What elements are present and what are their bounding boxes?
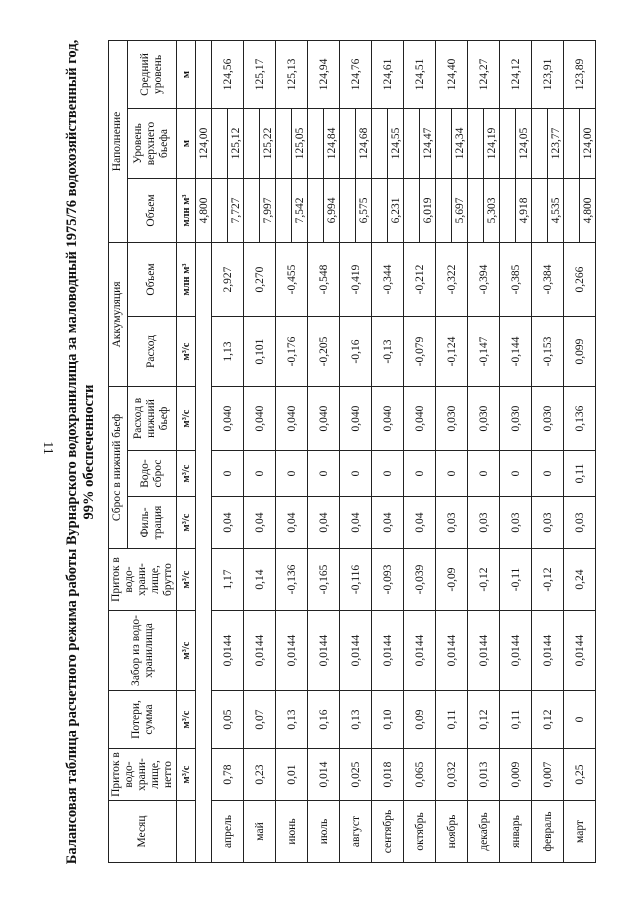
volume-cell: 5,303 xyxy=(484,178,500,242)
spillway-cell: 0 xyxy=(340,451,372,497)
header-fill-volume: Объем xyxy=(127,178,176,242)
acc-volume-cell: -0,548 xyxy=(308,242,340,316)
withdrawal-cell: 0,0144 xyxy=(212,611,244,691)
empty-cell xyxy=(276,178,292,242)
acc-volume-cell: -0,455 xyxy=(276,242,308,316)
losses-cell: 0,12 xyxy=(468,691,500,749)
inflow-net-cell: 0,01 xyxy=(276,749,308,801)
losses-cell: 0 xyxy=(564,691,596,749)
downstream-cell: 0,030 xyxy=(468,387,500,451)
inflow-net-cell: 0,014 xyxy=(308,749,340,801)
mean-level-cell: 124,56 xyxy=(212,40,244,108)
empty-cell xyxy=(308,108,324,178)
empty-cell xyxy=(500,178,516,242)
inflow-net-cell: 0,025 xyxy=(340,749,372,801)
inflow-gross-cell: -0,12 xyxy=(468,549,500,611)
losses-cell: 0,09 xyxy=(404,691,436,749)
withdrawal-cell: 0,0144 xyxy=(468,611,500,691)
filtration-cell: 0,04 xyxy=(404,497,436,549)
header-filling-group: Наполнение xyxy=(109,40,128,242)
empty-cell xyxy=(372,178,388,242)
level-cell: 125,22 xyxy=(260,108,276,178)
empty-cell xyxy=(564,108,580,178)
losses-cell: 0,10 xyxy=(372,691,404,749)
acc-volume-cell: -0,322 xyxy=(436,242,468,316)
withdrawal-cell: 0,0144 xyxy=(532,611,564,691)
level-cell: 125,12 xyxy=(228,108,244,178)
initial-level: 124,00 xyxy=(196,108,212,178)
inflow-gross-cell: -0,09 xyxy=(436,549,468,611)
level-cell: 124,34 xyxy=(452,108,468,178)
volume-cell: 7,542 xyxy=(292,178,308,242)
level-cell: 124,68 xyxy=(356,108,372,178)
empty-cell xyxy=(500,108,516,178)
empty-cell xyxy=(532,108,548,178)
acc-flow-cell: -0,16 xyxy=(340,317,372,387)
inflow-net-cell: 0,25 xyxy=(564,749,596,801)
page-number: 11 xyxy=(40,441,55,455)
spillway-cell: 0 xyxy=(436,451,468,497)
volume-cell: 6,231 xyxy=(388,178,404,242)
balance-table xyxy=(108,40,596,863)
header-discharge-group: Сброс в нижний бьеф xyxy=(109,387,128,549)
acc-flow-cell: -0,079 xyxy=(404,317,436,387)
filtration-cell: 0,03 xyxy=(564,497,596,549)
month-cell: декабрь xyxy=(468,801,500,863)
units-cell: м³/с xyxy=(177,549,196,611)
month-cell: март xyxy=(564,801,596,863)
empty-cell xyxy=(468,108,484,178)
filtration-cell: 0,04 xyxy=(340,497,372,549)
withdrawal-cell: 0,0144 xyxy=(404,611,436,691)
downstream-cell: 0,030 xyxy=(436,387,468,451)
empty-cell xyxy=(212,108,228,178)
units-cell: м xyxy=(177,40,196,108)
empty-cell xyxy=(372,108,388,178)
inflow-gross-cell: -0,12 xyxy=(532,549,564,611)
inflow-gross-cell: -0,039 xyxy=(404,549,436,611)
withdrawal-cell: 0,0144 xyxy=(276,611,308,691)
inflow-gross-cell: 1,17 xyxy=(212,549,244,611)
mean-level-cell: 124,40 xyxy=(436,40,468,108)
month-cell: ноябрь xyxy=(436,801,468,863)
acc-flow-cell: -0,147 xyxy=(468,317,500,387)
empty-cell xyxy=(404,108,420,178)
downstream-cell: 0,040 xyxy=(244,387,276,451)
withdrawal-cell: 0,0144 xyxy=(436,611,468,691)
empty-cell xyxy=(308,178,324,242)
header-filtration: Филь-трация xyxy=(127,497,176,549)
level-cell: 123,77 xyxy=(548,108,564,178)
table-row xyxy=(212,40,228,862)
volume-cell: 4,535 xyxy=(548,178,564,242)
header-inflow-gross: Приток в водо-храни-лище, брутто xyxy=(109,549,177,611)
losses-cell: 0,11 xyxy=(436,691,468,749)
inflow-net-cell: 0,009 xyxy=(500,749,532,801)
inflow-net-cell: 0,23 xyxy=(244,749,276,801)
units-cell: м xyxy=(177,108,196,178)
header-downstream-flow: Расход в нижний бьеф xyxy=(127,387,176,451)
losses-cell: 0,07 xyxy=(244,691,276,749)
units-cell: м³/с xyxy=(177,611,196,691)
acc-volume-cell: 0,270 xyxy=(244,242,276,316)
month-cell: октябрь xyxy=(404,801,436,863)
header-acc-volume: Объем xyxy=(127,242,176,316)
acc-flow-cell: -0,124 xyxy=(436,317,468,387)
month-cell: июль xyxy=(308,801,340,863)
spillway-cell: 0 xyxy=(308,451,340,497)
filtration-cell: 0,03 xyxy=(468,497,500,549)
empty-cell xyxy=(436,108,452,178)
losses-cell: 0,13 xyxy=(276,691,308,749)
month-cell: сентябрь xyxy=(372,801,404,863)
initial-row xyxy=(196,40,212,862)
units-cell: м³/с xyxy=(177,387,196,451)
mean-level-cell: 123,91 xyxy=(532,40,564,108)
volume-cell: 6,994 xyxy=(324,178,340,242)
acc-volume-cell: 2,927 xyxy=(212,242,244,316)
month-cell: май xyxy=(244,801,276,863)
withdrawal-cell: 0,0144 xyxy=(308,611,340,691)
table-row xyxy=(244,40,260,862)
empty-cell xyxy=(564,178,580,242)
empty-cell xyxy=(532,178,548,242)
inflow-gross-cell: -0,136 xyxy=(276,549,308,611)
spillway-cell: 0 xyxy=(404,451,436,497)
inflow-net-cell: 0,018 xyxy=(372,749,404,801)
acc-volume-cell: -0,385 xyxy=(500,242,532,316)
filtration-cell: 0,04 xyxy=(244,497,276,549)
acc-flow-cell: -0,13 xyxy=(372,317,404,387)
title-line-1: Балансовая таблица расчетного режима работы Вурнарского водохранилища за маловодный 1975/76 водохозяйственный год, xyxy=(64,39,80,865)
mean-level-cell: 124,51 xyxy=(404,40,436,108)
inflow-gross-cell: -0,093 xyxy=(372,549,404,611)
level-cell: 124,84 xyxy=(324,108,340,178)
level-cell: 124,05 xyxy=(516,108,532,178)
empty-cell xyxy=(212,178,228,242)
downstream-cell: 0,040 xyxy=(340,387,372,451)
filtration-cell: 0,03 xyxy=(500,497,532,549)
spillway-cell: 0 xyxy=(212,451,244,497)
spillway-cell: 0 xyxy=(372,451,404,497)
acc-volume-cell: -0,394 xyxy=(468,242,500,316)
withdrawal-cell: 0,0144 xyxy=(564,611,596,691)
volume-cell: 4,918 xyxy=(516,178,532,242)
header-month: Месяц xyxy=(109,801,177,863)
spillway-cell: 0 xyxy=(500,451,532,497)
empty-cell xyxy=(340,178,356,242)
units-cell xyxy=(177,801,196,863)
acc-volume-cell: -0,384 xyxy=(532,242,564,316)
level-cell: 124,00 xyxy=(580,108,596,178)
mean-level-cell: 125,17 xyxy=(244,40,276,108)
mean-level-cell: 124,94 xyxy=(308,40,340,108)
inflow-net-cell: 0,032 xyxy=(436,749,468,801)
level-cell: 124,55 xyxy=(388,108,404,178)
empty-cell xyxy=(196,242,212,862)
spillway-cell: 0 xyxy=(244,451,276,497)
inflow-net-cell: 0,007 xyxy=(532,749,564,801)
withdrawal-cell: 0,0144 xyxy=(340,611,372,691)
acc-flow-cell: 0,101 xyxy=(244,317,276,387)
header-acc-flow: Расход xyxy=(127,317,176,387)
header-mean-level: Средний уровень xyxy=(127,40,176,108)
level-cell: 124,19 xyxy=(484,108,500,178)
filtration-cell: 0,04 xyxy=(276,497,308,549)
level-cell: 124,47 xyxy=(420,108,436,178)
inflow-net-cell: 0,065 xyxy=(404,749,436,801)
table-row xyxy=(564,40,580,862)
units-cell: м³/с xyxy=(177,317,196,387)
table-row xyxy=(468,40,484,862)
losses-cell: 0,13 xyxy=(340,691,372,749)
empty-cell xyxy=(244,108,260,178)
empty-cell xyxy=(468,178,484,242)
inflow-net-cell: 0,78 xyxy=(212,749,244,801)
table-row xyxy=(340,40,356,862)
month-cell: январь xyxy=(500,801,532,863)
level-cell: 125,05 xyxy=(292,108,308,178)
mean-level-cell: 125,13 xyxy=(276,40,308,108)
volume-cell: 6,019 xyxy=(420,178,436,242)
volume-cell: 7,727 xyxy=(228,178,244,242)
filtration-cell: 0,03 xyxy=(436,497,468,549)
header-upper-level: Уровень верхнего бьефа xyxy=(127,108,176,178)
table-row xyxy=(308,40,324,862)
units-cell: млн м³ xyxy=(177,242,196,316)
document-title xyxy=(64,27,98,877)
month-cell: апрель xyxy=(212,801,244,863)
mean-level-cell: 124,61 xyxy=(372,40,404,108)
inflow-gross-cell: -0,116 xyxy=(340,549,372,611)
losses-cell: 0,16 xyxy=(308,691,340,749)
downstream-cell: 0,040 xyxy=(308,387,340,451)
withdrawal-cell: 0,0144 xyxy=(500,611,532,691)
mean-level-cell: 124,27 xyxy=(468,40,500,108)
volume-cell: 4,800 xyxy=(580,178,596,242)
acc-flow-cell: -0,144 xyxy=(500,317,532,387)
empty-cell xyxy=(436,178,452,242)
acc-volume-cell: -0,212 xyxy=(404,242,436,316)
spillway-cell: 0 xyxy=(276,451,308,497)
acc-flow-cell: -0,205 xyxy=(308,317,340,387)
units-cell: млн м³ xyxy=(177,178,196,242)
table-row xyxy=(436,40,452,862)
mean-level-cell: 123,89 xyxy=(564,40,596,108)
volume-cell: 6,575 xyxy=(356,178,372,242)
header-inflow-net: Приток в водо-храни-лище, нетто xyxy=(109,749,177,801)
inflow-net-cell: 0,013 xyxy=(468,749,500,801)
downstream-cell: 0,030 xyxy=(500,387,532,451)
downstream-cell: 0,040 xyxy=(404,387,436,451)
withdrawal-cell: 0,0144 xyxy=(372,611,404,691)
downstream-cell: 0,040 xyxy=(372,387,404,451)
empty-cell xyxy=(340,108,356,178)
spillway-cell: 0 xyxy=(532,451,564,497)
mean-level-cell: 124,76 xyxy=(340,40,372,108)
downstream-cell: 0,040 xyxy=(276,387,308,451)
losses-cell: 0,12 xyxy=(532,691,564,749)
header-spillway: Водо-сброс xyxy=(127,451,176,497)
downstream-cell: 0,136 xyxy=(564,387,596,451)
empty-cell xyxy=(404,178,420,242)
filtration-cell: 0,04 xyxy=(212,497,244,549)
units-cell: м³/с xyxy=(177,749,196,801)
empty-cell xyxy=(196,40,212,108)
mean-level-cell: 124,12 xyxy=(500,40,532,108)
losses-cell: 0,05 xyxy=(212,691,244,749)
month-cell: февраль xyxy=(532,801,564,863)
header-withdrawal: Забор из водо-хранилища xyxy=(109,611,177,691)
acc-flow-cell: 0,099 xyxy=(564,317,596,387)
filtration-cell: 0,04 xyxy=(308,497,340,549)
units-cell: м³/с xyxy=(177,497,196,549)
empty-cell xyxy=(244,178,260,242)
month-cell: июнь xyxy=(276,801,308,863)
withdrawal-cell: 0,0144 xyxy=(244,611,276,691)
filtration-cell: 0,04 xyxy=(372,497,404,549)
header-accumulation-group: Аккумуляция xyxy=(109,242,128,386)
table-row xyxy=(532,40,548,862)
title-line-2: 99% обеспеченности xyxy=(81,384,97,520)
filtration-cell: 0,03 xyxy=(532,497,564,549)
inflow-gross-cell: 0,14 xyxy=(244,549,276,611)
units-cell: м³/с xyxy=(177,691,196,749)
acc-volume-cell: -0,419 xyxy=(340,242,372,316)
inflow-gross-cell: 0,24 xyxy=(564,549,596,611)
downstream-cell: 0,040 xyxy=(212,387,244,451)
spillway-cell: 0 xyxy=(468,451,500,497)
table-row xyxy=(404,40,420,862)
units-cell: м³/с xyxy=(177,451,196,497)
table-row xyxy=(500,40,516,862)
header-losses: Потери, сумма xyxy=(109,691,177,749)
volume-cell: 7,997 xyxy=(260,178,276,242)
table-row xyxy=(276,40,292,862)
units-row xyxy=(177,40,196,862)
acc-volume-cell: -0,344 xyxy=(372,242,404,316)
month-cell: август xyxy=(340,801,372,863)
document-sheet xyxy=(60,27,594,877)
spillway-cell: 0,11 xyxy=(564,451,596,497)
initial-volume: 4,800 xyxy=(196,178,212,242)
table-row xyxy=(372,40,388,862)
losses-cell: 0,11 xyxy=(500,691,532,749)
acc-volume-cell: 0,266 xyxy=(564,242,596,316)
downstream-cell: 0,030 xyxy=(532,387,564,451)
acc-flow-cell: -0,153 xyxy=(532,317,564,387)
empty-cell xyxy=(276,108,292,178)
inflow-gross-cell: -0,165 xyxy=(308,549,340,611)
inflow-gross-cell: -0,11 xyxy=(500,549,532,611)
acc-flow-cell: 1,13 xyxy=(212,317,244,387)
acc-flow-cell: -0,176 xyxy=(276,317,308,387)
volume-cell: 5,697 xyxy=(452,178,468,242)
